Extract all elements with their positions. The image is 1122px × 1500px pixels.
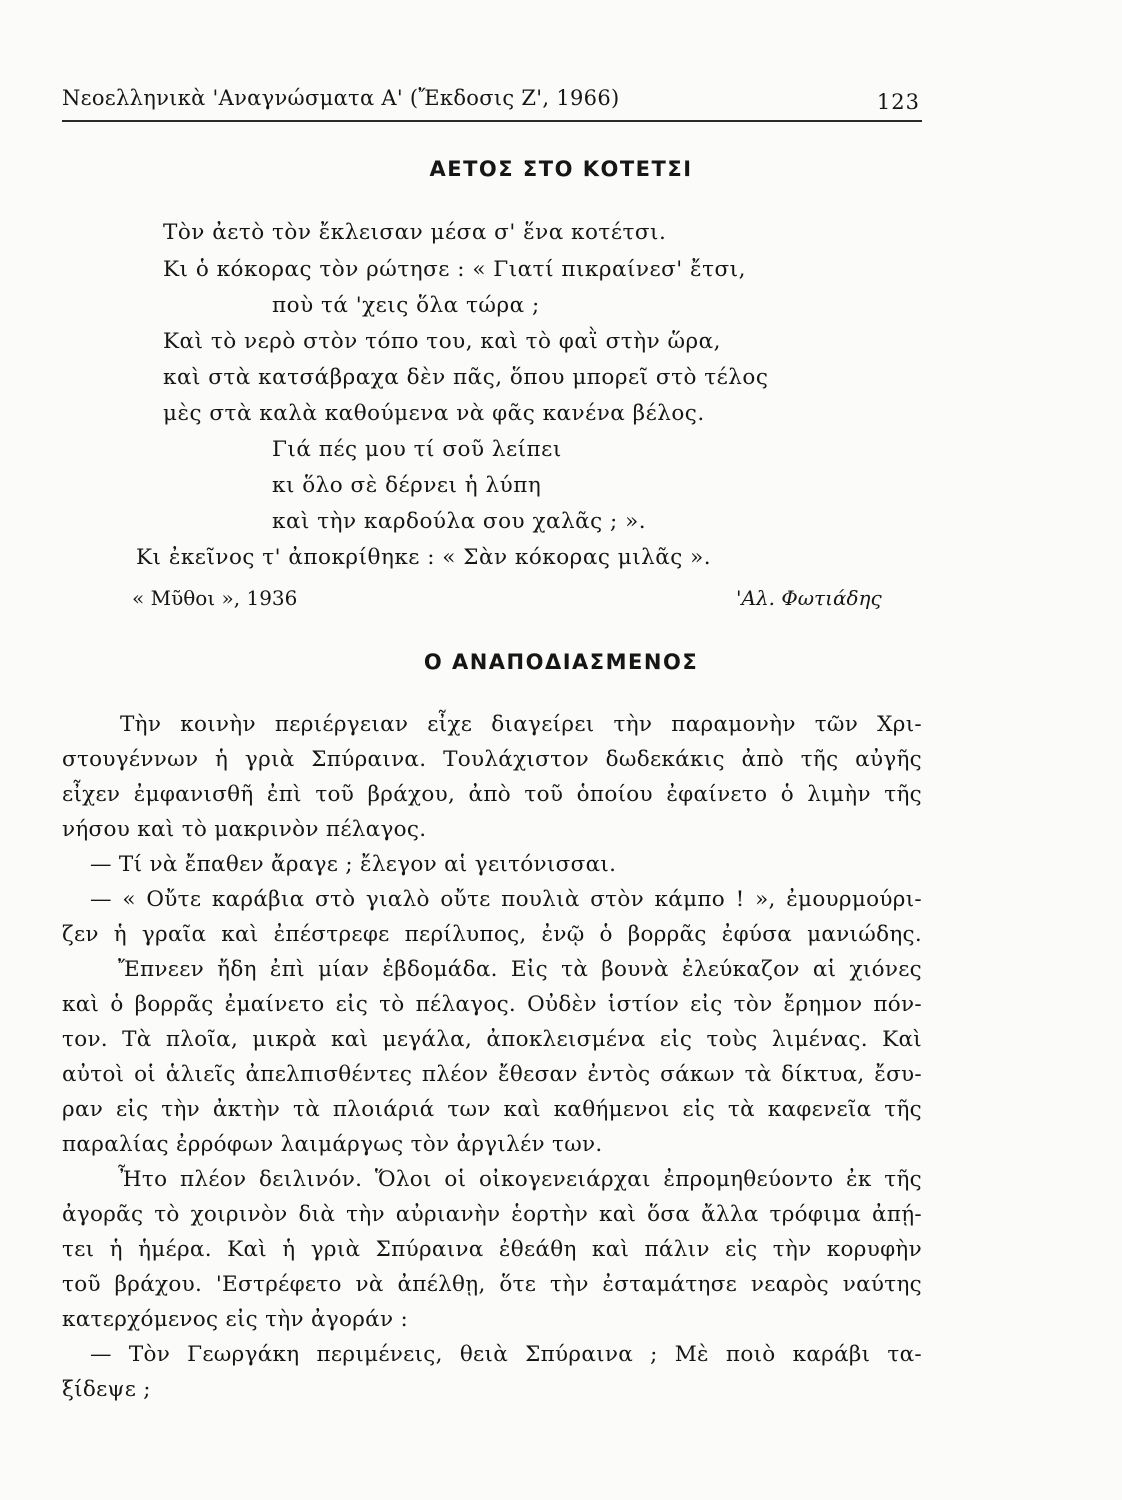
poem-line: Κι ὁ κόκορας τὸν ρώτησε : « Γιατί πικραίνεσ' ἔτσι,: [163, 257, 746, 282]
story-line: ξίδεψε ;: [62, 1377, 151, 1402]
story-line: ἀγορᾶς τὸ χοιρινὸν διὰ τὴν αὐριανὴν ἑορτὴν καὶ ὅσα ἄλλα τρόφιμα ἀπῄ-: [62, 1202, 922, 1227]
poem-line: Καὶ τὸ νερὸ στὸν τόπο του, καὶ τὸ φαῒ στὴν ὥρα,: [163, 329, 721, 354]
poem-line: κι ὅλο σὲ δέρνει ἡ λύπη: [272, 473, 542, 498]
poem-line: καὶ τὴν καρδούλα σου χαλᾶς ; ».: [272, 509, 647, 534]
poem-line: Κι ἐκεῖνος τ' ἀποκρίθηκε : « Σὰν κόκορας μιλᾶς ».: [136, 545, 712, 570]
story-line: Ἔπνεεν ἤδη ἐπὶ μίαν ἑβδομάδα. Εἰς τὰ βουνὰ ἐλεύκαζον αἱ χιόνες: [118, 957, 922, 982]
story-title: Ο ΑΝΑΠΟΔΙΑΣΜΕΝΟΣ: [423, 650, 699, 674]
story-line: κατερχόμενος εἰς τὴν ἀγοράν :: [62, 1307, 409, 1332]
poem-source: « Μῦθοι », 1936: [132, 586, 298, 610]
poem-line: ποὺ τά 'χεις ὅλα τώρα ;: [272, 293, 540, 318]
poem-line: καὶ στὰ κατσάβραχα δὲν πᾶς, ὅπου μπορεῖ στὸ τέλος: [163, 365, 769, 390]
poem-line: Γιά πές μου τί σοῦ λείπει: [272, 437, 562, 462]
story-line: τει ἡ ἡμέρα. Καὶ ἡ γριὰ Σπύραινα ἐθεάθη καὶ πάλιν εἰς τὴν κορυφὴν: [62, 1237, 922, 1262]
poem-line: Τὸν ἀετὸ τὸν ἔκλεισαν μέσα σ' ἕνα κοτέτσι.: [163, 220, 667, 245]
story-line: στουγέννων ἡ γριὰ Σπύραινα. Τουλάχιστον δωδεκάκις ἀπὸ τῆς αὐγῆς: [62, 747, 922, 772]
story-line: τοῦ βράχου. 'Εστρέφετο νὰ ἀπέλθῃ, ὅτε τὴν ἐσταμάτησε νεαρὸς ναύτης: [62, 1272, 922, 1297]
story-line: Τὴν κοινὴν περιέργειαν εἶχε διαγείρει τὴν παραμονὴν τῶν Χρι-: [120, 712, 922, 737]
story-line: αὐτοὶ οἱ ἁλιεῖς ἀπελπισθέντες πλέον ἔθεσαν ἐντὸς σάκων τὰ δίκτυα, ἔσυ-: [62, 1062, 922, 1087]
poem-title: ΑΕΤΟΣ ΣΤΟ ΚΟΤΕΤΣΙ: [429, 157, 693, 181]
story-line: ζεν ἡ γραῖα καὶ ἐπέστρεφε περίλυπος, ἐνῷ ὁ βορρᾶς ἐφύσα μανιώδης.: [62, 922, 922, 947]
running-title: Νεοελληνικὰ 'Αναγνώσματα Α' (Ἔκδοσις Ζ', 1966): [62, 86, 620, 110]
story-line: εἶχεν ἐμφανισθῆ ἐπὶ τοῦ βράχου, ἀπὸ τοῦ ὁποίου ἐφαίνετο ὁ λιμὴν τῆς: [62, 782, 922, 807]
story-line: — Τί νὰ ἔπαθεν ἄραγε ; ἔλεγον αἱ γειτόνισσαι.: [90, 852, 617, 877]
page-number: 123: [876, 90, 920, 114]
story-line: ραν εἰς τὴν ἀκτὴν τὰ πλοιάριά των καὶ καθήμενοι εἰς τὰ καφενεῖα τῆς: [62, 1097, 922, 1122]
story-line: — « Οὔτε καράβια στὸ γιαλὸ οὔτε πουλιὰ στὸν κάμπο ! », ἐμουρμούρι-: [90, 887, 922, 912]
poem-author: 'Αλ. Φωτιάδης: [736, 586, 882, 610]
story-line: — Τὸν Γεωργάκη περιμένεις, θειὰ Σπύραινα ; Μὲ ποιὸ καράβι τα-: [90, 1342, 922, 1367]
story-line: τον. Τὰ πλοῖα, μικρὰ καὶ μεγάλα, ἀποκλεισμένα εἰς τοὺς λιμένας. Καὶ: [62, 1027, 922, 1052]
story-line: παραλίας ἐρρόφων λαιμάργως τὸν ἀργιλέν των.: [62, 1132, 603, 1157]
poem-line: μὲς στὰ καλὰ καθούμενα νὰ φᾶς κανένα βέλος.: [163, 401, 705, 426]
story-line: καὶ ὁ βορρᾶς ἐμαίνετο εἰς τὸ πέλαγος. Οὐδὲν ἱστίον εἰς τὸν ἔρημον πόν-: [62, 992, 922, 1017]
page-header: [62, 86, 922, 126]
story-line: νήσου καὶ τὸ μακρινὸν πέλαγος.: [62, 817, 427, 842]
story-line: Ἦτο πλέον δειλινόν. Ὅλοι οἱ οἰκογενειάρχαι ἐπρομηθεύοντο ἐκ τῆς: [118, 1167, 922, 1192]
header-rule: [62, 120, 922, 122]
